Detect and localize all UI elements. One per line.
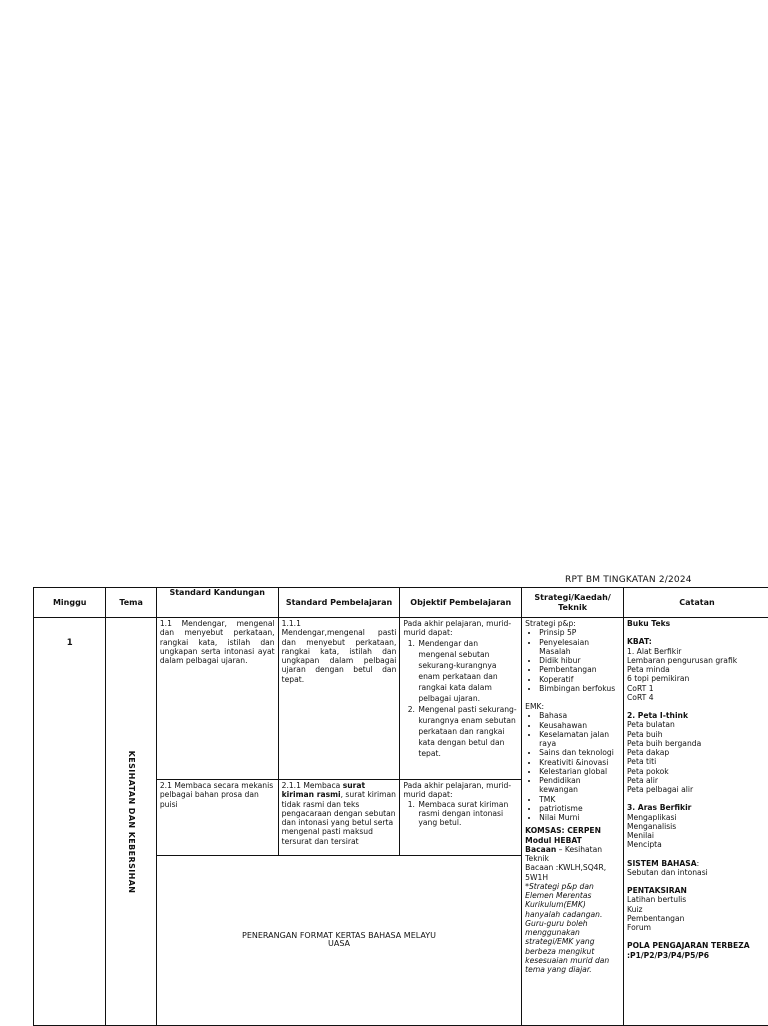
header-standard-kandungan: Standard Kandungan xyxy=(156,588,278,618)
list-item: • patriotisme xyxy=(539,804,620,813)
list-item: Peta buih berganda xyxy=(627,739,767,748)
pentaksiran-label: PENTAKSIRAN xyxy=(627,886,767,895)
objektif-2 xyxy=(400,780,522,856)
strategi-pnp-list xyxy=(525,628,620,693)
header-objektif: Objektif Pembelajaran xyxy=(400,588,522,618)
list-item: Peta buih xyxy=(627,730,767,739)
list-item: • Prinsip 5P xyxy=(539,628,620,637)
table-row xyxy=(34,618,768,780)
list-item: • Keselamatan jalan raya xyxy=(539,730,620,749)
bacaan-2: Bacaan :KWLH,SQ4R, 5W1H xyxy=(525,863,620,882)
list-item: Peta pelbagai alir xyxy=(627,785,767,794)
tema-cell xyxy=(106,618,156,1026)
strategi-pnp-label: Strategi p&p: xyxy=(525,619,620,628)
strategi-cell xyxy=(522,618,624,1026)
pola-label: POLA PENGAJARAN TERBEZA xyxy=(627,941,767,950)
list-item: Lembaran pengurusan grafik xyxy=(627,656,767,665)
bacaan-text: – Kesihatan Teknik xyxy=(525,845,602,863)
list-item: Peta dakap xyxy=(627,748,767,757)
tema-label: KESIHATAN DAN KEBERSIHAN xyxy=(126,750,136,893)
bacaan-line xyxy=(525,845,620,864)
header-tema: Tema xyxy=(106,588,156,618)
list-item: Kuiz xyxy=(627,905,767,914)
catatan-cell xyxy=(624,618,768,1026)
list-item: Peta minda xyxy=(627,665,767,674)
header-minggu: Minggu xyxy=(34,588,106,618)
list-item: Mengaplikasi xyxy=(627,813,767,822)
list-item: 6 topi pemikiran xyxy=(627,674,767,683)
list-item: • Keusahawan xyxy=(539,721,620,730)
komsas-label: KOMSAS: CERPEN Modul HEBAT xyxy=(525,826,620,845)
list-item: • Didik hibur xyxy=(539,656,620,665)
list-item: • Bimbingan berfokus xyxy=(539,684,620,693)
sp-2 xyxy=(278,780,400,856)
week-number: 1 xyxy=(34,618,106,1026)
sistem-label: SISTEM BAHASA xyxy=(627,859,697,868)
list-item: Menilai xyxy=(627,831,767,840)
list-item: • Pembentangan xyxy=(539,665,620,674)
list-item: • Kreativiti &inovasi xyxy=(539,758,620,767)
header-row xyxy=(34,588,768,618)
sp-2-bold: surat kiriman rasmi xyxy=(282,781,366,799)
list-item: • Penyelesaian Masalah xyxy=(539,638,620,657)
sk-2: 2.1 Membaca secara mekanis pelbagai bahan prosa dan puisi xyxy=(156,780,278,856)
objektif-2-item: 1. Membaca surat kiriman rasmi dengan intonasi yang betul. xyxy=(417,800,518,828)
list-item: Peta titi xyxy=(627,757,767,766)
objektif-1-item: 1. Mendengar dan mengenal sebutan sekurang-kurangnya enam perkataan dan rangkai kata dalam pelbagai ujaran. xyxy=(417,638,518,704)
kbat-label: KBAT: xyxy=(627,637,767,646)
list-item: Mencipta xyxy=(627,840,767,849)
header-standard-pembelajaran: Standard Pembelajaran xyxy=(278,588,400,618)
list-item: • TMK xyxy=(539,795,620,804)
header-catatan: Catatan xyxy=(624,588,768,618)
strategi-emk-label: EMK: xyxy=(525,702,620,711)
pola-text: :P1/P2/P3/P4/P5/P6 xyxy=(627,951,767,960)
objektif-2-intro: Pada akhir pelajaran, murid-murid dapat: xyxy=(403,781,518,800)
penerangan-line-1: PENERANGAN FORMAT KERTAS BAHASA MELAYU xyxy=(160,931,518,941)
sistem-text: Sebutan dan intonasi xyxy=(627,868,767,877)
list-item: • Pendidikan kewangan xyxy=(539,776,620,795)
sistem-bahasa-line: SISTEM BAHASA: xyxy=(627,859,767,868)
sp-2-pre: 2.1.1 Membaca xyxy=(282,781,343,790)
buku-teks: Buku Teks xyxy=(627,619,767,628)
strategi-note: *Strategi p&p dan Elemen Merentas Kurikulum(EMK) hanyalah cadangan. Guru-guru boleh menggunakan strategi/EMK yang berbeza mengikut kesesuaian murid dan tema yang diajar. xyxy=(525,882,620,975)
list-item: Forum xyxy=(627,923,767,932)
list-item: Peta alir xyxy=(627,776,767,785)
list-item: Pembentangan xyxy=(627,914,767,923)
list-item: Menganalisis xyxy=(627,822,767,831)
strategi-emk-list xyxy=(525,711,620,822)
sp-1-text: Mendengar,mengenal pasti dan menyebut perkataan, rangkai kata, istilah dan ungkapan dalam pelbagai ujaran dengan betul dan tepat. xyxy=(282,628,397,684)
list-item: Peta pokok xyxy=(627,767,767,776)
bacaan-label: Bacaan xyxy=(525,845,556,854)
sp-1-code: 1.1.1 xyxy=(282,619,397,628)
rpt-table xyxy=(33,587,768,1026)
document-title: RPT BM TINGKATAN 2/2024 xyxy=(565,575,692,585)
sp-2-post: , surat kiriman tidak rasmi dan teks pengacaraan dengan sebutan dan intonasi yang betul serta mengenal pasti maksud tersurat dan tersirat xyxy=(282,790,396,845)
header-strategi: Strategi/Kaedah/ Teknik xyxy=(522,588,624,618)
list-item: • Kelestarian global xyxy=(539,767,620,776)
penerangan-cell xyxy=(156,856,521,1026)
list-item: • Sains dan teknologi xyxy=(539,748,620,757)
list-item: Peta bulatan xyxy=(627,720,767,729)
list-item: Latihan bertulis xyxy=(627,895,767,904)
list-item: • Bahasa xyxy=(539,711,620,720)
list-item: CoRT 1 xyxy=(627,684,767,693)
objektif-1 xyxy=(400,618,522,780)
sp-1 xyxy=(278,618,400,780)
sk-1: 1.1 Mendengar, mengenal dan menyebut perkataan, rangkai kata, istilah dan ungkapan serta intonasi ayat dalam pelbagai ujaran. xyxy=(156,618,278,780)
aras-label: 3. Aras Berfikir xyxy=(627,803,767,812)
list-item: • Koperatif xyxy=(539,675,620,684)
penerangan-line-2: UASA xyxy=(160,939,518,949)
objektif-1-intro: Pada akhir pelajaran, murid-murid dapat: xyxy=(403,619,518,638)
list-item: 1. Alat Berfikir xyxy=(627,647,767,656)
list-item: CoRT 4 xyxy=(627,693,767,702)
list-item: • Nilai Murni xyxy=(539,813,620,822)
peta-label: 2. Peta I-think xyxy=(627,711,767,720)
objektif-1-item: 2. Mengenal pasti sekurang-kurangnya enam sebutan perkataan dan rangkai kata dengan betul dan tepat. xyxy=(417,704,518,759)
